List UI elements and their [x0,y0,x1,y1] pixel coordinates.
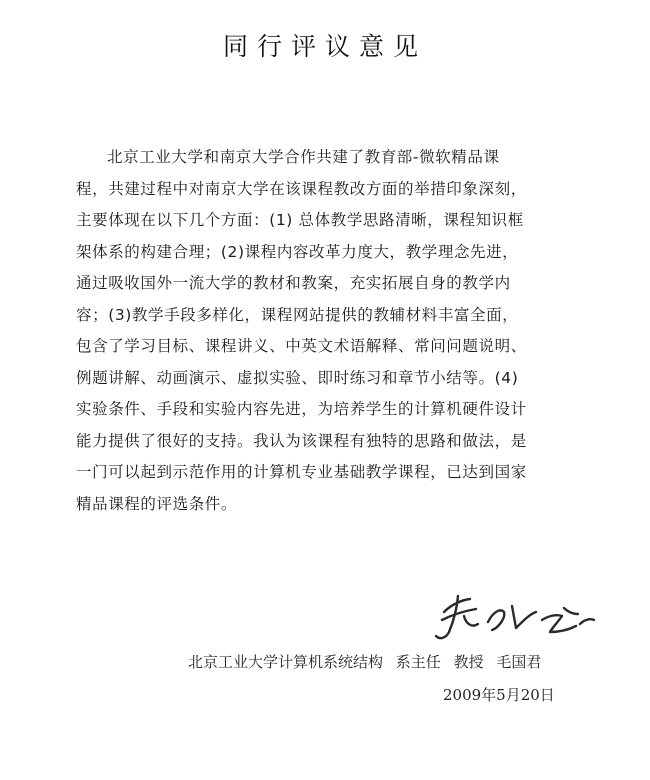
paragraph-line: 包含了学习目标、课程讲义、中英文术语解释、常问问题说明、 [76,337,527,355]
handwritten-signature [430,590,600,645]
paragraph-line: 实验条件、手段和实验内容先进，为培养学生的计算机硬件设计 [76,400,527,418]
paragraph-line: 架体系的构建合理；(2)课程内容改革力度大，教学理念先进， [76,242,519,261]
paragraph-line: 主要体现在以下几个方面：(1) 总体教学思路清晰，课程知识框 [76,211,524,229]
reviewer-affiliation: 北京工业大学计算机系统结构 [188,653,384,671]
paragraph-line: 例题讲解、动画演示、虚拟实验、即时练习和章节小结等。(4) [76,368,519,387]
paragraph-line: 程，共建过程中对南京大学在该课程教改方面的举措印象深刻， [76,179,527,198]
paragraph-line: 容；(3)教学手段多样化，课程网站提供的教辅材料丰富全面， [76,305,519,324]
paragraph-line: 一门可以起到示范作用的计算机专业基础教学课程，已达到国家 [76,463,527,481]
paragraph-line: 精品课程的评选条件。 [76,494,238,513]
paragraph-line: 北京工业大学和南京大学合作共建了教育部-微软精品课 [107,148,500,166]
reviewer-name: 毛国君 [496,653,542,671]
review-body [76,142,608,520]
reviewer-credentials [188,651,549,672]
paragraph-line: 通过吸收国外一流大学的教材和教案，充实拓展自身的教学内 [76,274,511,292]
paragraph-line: 能力提供了很好的支持。我认为该课程有独特的思路和做法，是 [76,431,527,450]
reviewer-position: 系主任 [395,653,441,671]
document-title: 同行评议意见 [222,32,427,61]
reviewer-rank: 教授 [453,653,484,671]
review-date: 2009年5月20日 [443,686,555,704]
